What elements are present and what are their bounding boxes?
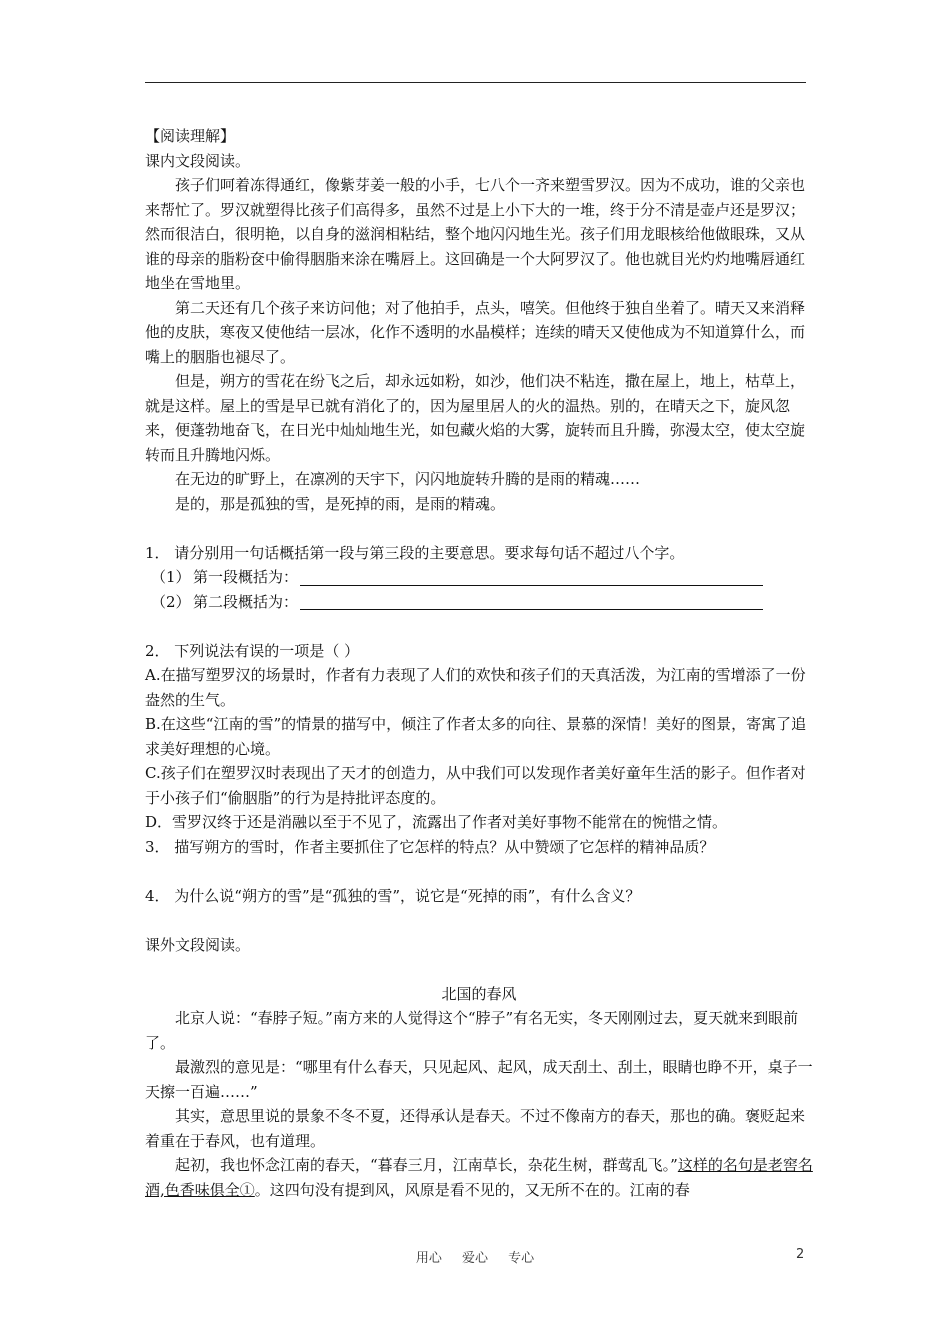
motto-word-3: 专心 (508, 1251, 535, 1266)
worksheet-body (145, 124, 813, 1202)
out-class-heading: 课外文段阅读。 (145, 935, 251, 954)
answer-label-2: 第二段概括为： (193, 592, 299, 611)
passage-paragraph-5: 是的，那是孤独的雪，是死掉的雨，是雨的精魂。 (175, 494, 506, 513)
answer-blank-2[interactable] (300, 591, 763, 610)
article-paragraph-2: 最激烈的意见是：“哪里有什么春天，只见起风、起风，成天刮土、刮土，眼睛也睁不开，桌子一天擦一百遍……” (145, 1058, 813, 1101)
article-paragraph-4 (145, 1153, 813, 1202)
answer-row-2 (145, 590, 813, 615)
article-paragraph-1: 北京人说：“春脖子短。”南方来的人觉得这个“脖子”有名无实，冬天刚刚过去，夏天就来到眼前了。 (145, 1009, 799, 1052)
in-class-heading: 课内文段阅读。 (145, 151, 251, 170)
header-rule (145, 82, 806, 83)
footer-motto (0, 1247, 950, 1266)
answer-number-1: （1） (151, 568, 191, 586)
article-paragraph-3: 其实，意思里说的景象不冬不夏，还得承认是春天。不过不像南方的春天，那也的确。褒贬起来着重在于春风，也有道理。 (145, 1107, 806, 1150)
motto-word-1: 用心 (415, 1251, 442, 1266)
article-title: 北国的春风 (441, 984, 517, 1003)
section-title: 【阅读理解】 (145, 127, 236, 145)
answer-row-1 (145, 565, 813, 590)
article-paragraph-4-start: 起初，我也怀念江南的春天，“暮春三月，江南草长，杂花生树，群莺乱飞。” (175, 1156, 678, 1174)
answer-number-2: （2） (151, 592, 191, 611)
option-d: D．雪罗汉终于还是消融以至于不见了，流露出了作者对美好事物不能常在的惋惜之情。 (145, 813, 728, 831)
article-paragraph-4-end: 。这四句没有提到风，风原是看不见的，又无所不在的。江南的春 (254, 1180, 690, 1199)
motto-word-2: 爱心 (461, 1251, 488, 1266)
page-footer (0, 1247, 950, 1271)
question-2: 2． 下列说法有误的一项是（ ） (145, 641, 360, 660)
question-1: 1． 请分别用一句话概括第一段与第三段的主要意思。要求每句话不超过八个字。 (145, 543, 685, 562)
option-c: C.孩子们在塑罗汉时表现出了天才的创造力，从中我们可以发现作者美好童年生活的影子。但作者对于小孩子们“偷胭脂”的行为是持批评态度的。 (145, 764, 806, 807)
option-a: A.在描写塑罗汉的场景时，作者有力表现了人们的欢快和孩子们的天真活泼，为江南的雪增添了一份盎然的生气。 (145, 666, 806, 709)
passage-paragraph-3: 但是，朔方的雪花在纷飞之后，却永远如粉，如沙，他们决不粘连，撒在屋上，地上，枯草上，就是这样。屋上的雪是早已就有消化了的，因为屋里居人的火的温热。别的，在晴天之下，旋风忽来，便蓬勃地奋飞，在日光中灿灿地生光，如包藏火焰的大雾，旋转而且升腾，弥漫太空，使太空旋转而且升腾地闪烁。 (145, 372, 806, 464)
underlined-sentence: 这样的名句是老窖名酒,色香味俱全① (145, 1156, 813, 1199)
passage-paragraph-4: 在无边的旷野上，在凛冽的天宇下，闪闪地旋转升腾的是雨的精魂…… (175, 470, 641, 488)
passage-paragraph-1: 孩子们呵着冻得通红，像紫芽姜一般的小手，七八个一齐来塑雪罗汉。因为不成功，谁的父亲也来帮忙了。罗汉就塑得比孩子们高得多，虽然不过是上小下大的一堆，终于分不清是壶卢还是罗汉；然而很洁白，很明艳，以自身的滋润相粘结，整个地闪闪地生光。孩子们用龙眼核给他做眼珠，又从谁的母亲的脂粉奁中偷得胭脂来涂在嘴唇上。这回确是一个大阿罗汉了。他也就目光灼灼地嘴唇通红地坐在雪地里。 (145, 176, 806, 292)
answer-blank-1[interactable] (300, 567, 763, 586)
answer-label-1: 第一段概括为： (193, 568, 299, 586)
question-3: 3． 描写朔方的雪时，作者主要抓住了它怎样的特点？从中赞颂了它怎样的精神品质？ (145, 837, 715, 856)
passage-paragraph-2: 第二天还有几个孩子来访问他；对了他拍手，点头，嘻笑。但他终于独自坐着了。晴天又来消释他的皮肤，寒夜又使他结一层冰，化作不透明的水晶模样；连续的晴天又使他成为不知道算什么，而嘴上的胭脂也褪尽了。 (145, 298, 806, 366)
page-number: 2 (796, 1247, 805, 1262)
option-b: B.在这些“江南的雪”的情景的描写中，倾注了作者太多的向往、景慕的深情！美好的图景，寄寓了追求美好理想的心境。 (145, 715, 807, 758)
question-4: 4． 为什么说“朔方的雪”是“孤独的雪”，说它是“死掉的雨”，有什么含义？ (145, 886, 641, 905)
